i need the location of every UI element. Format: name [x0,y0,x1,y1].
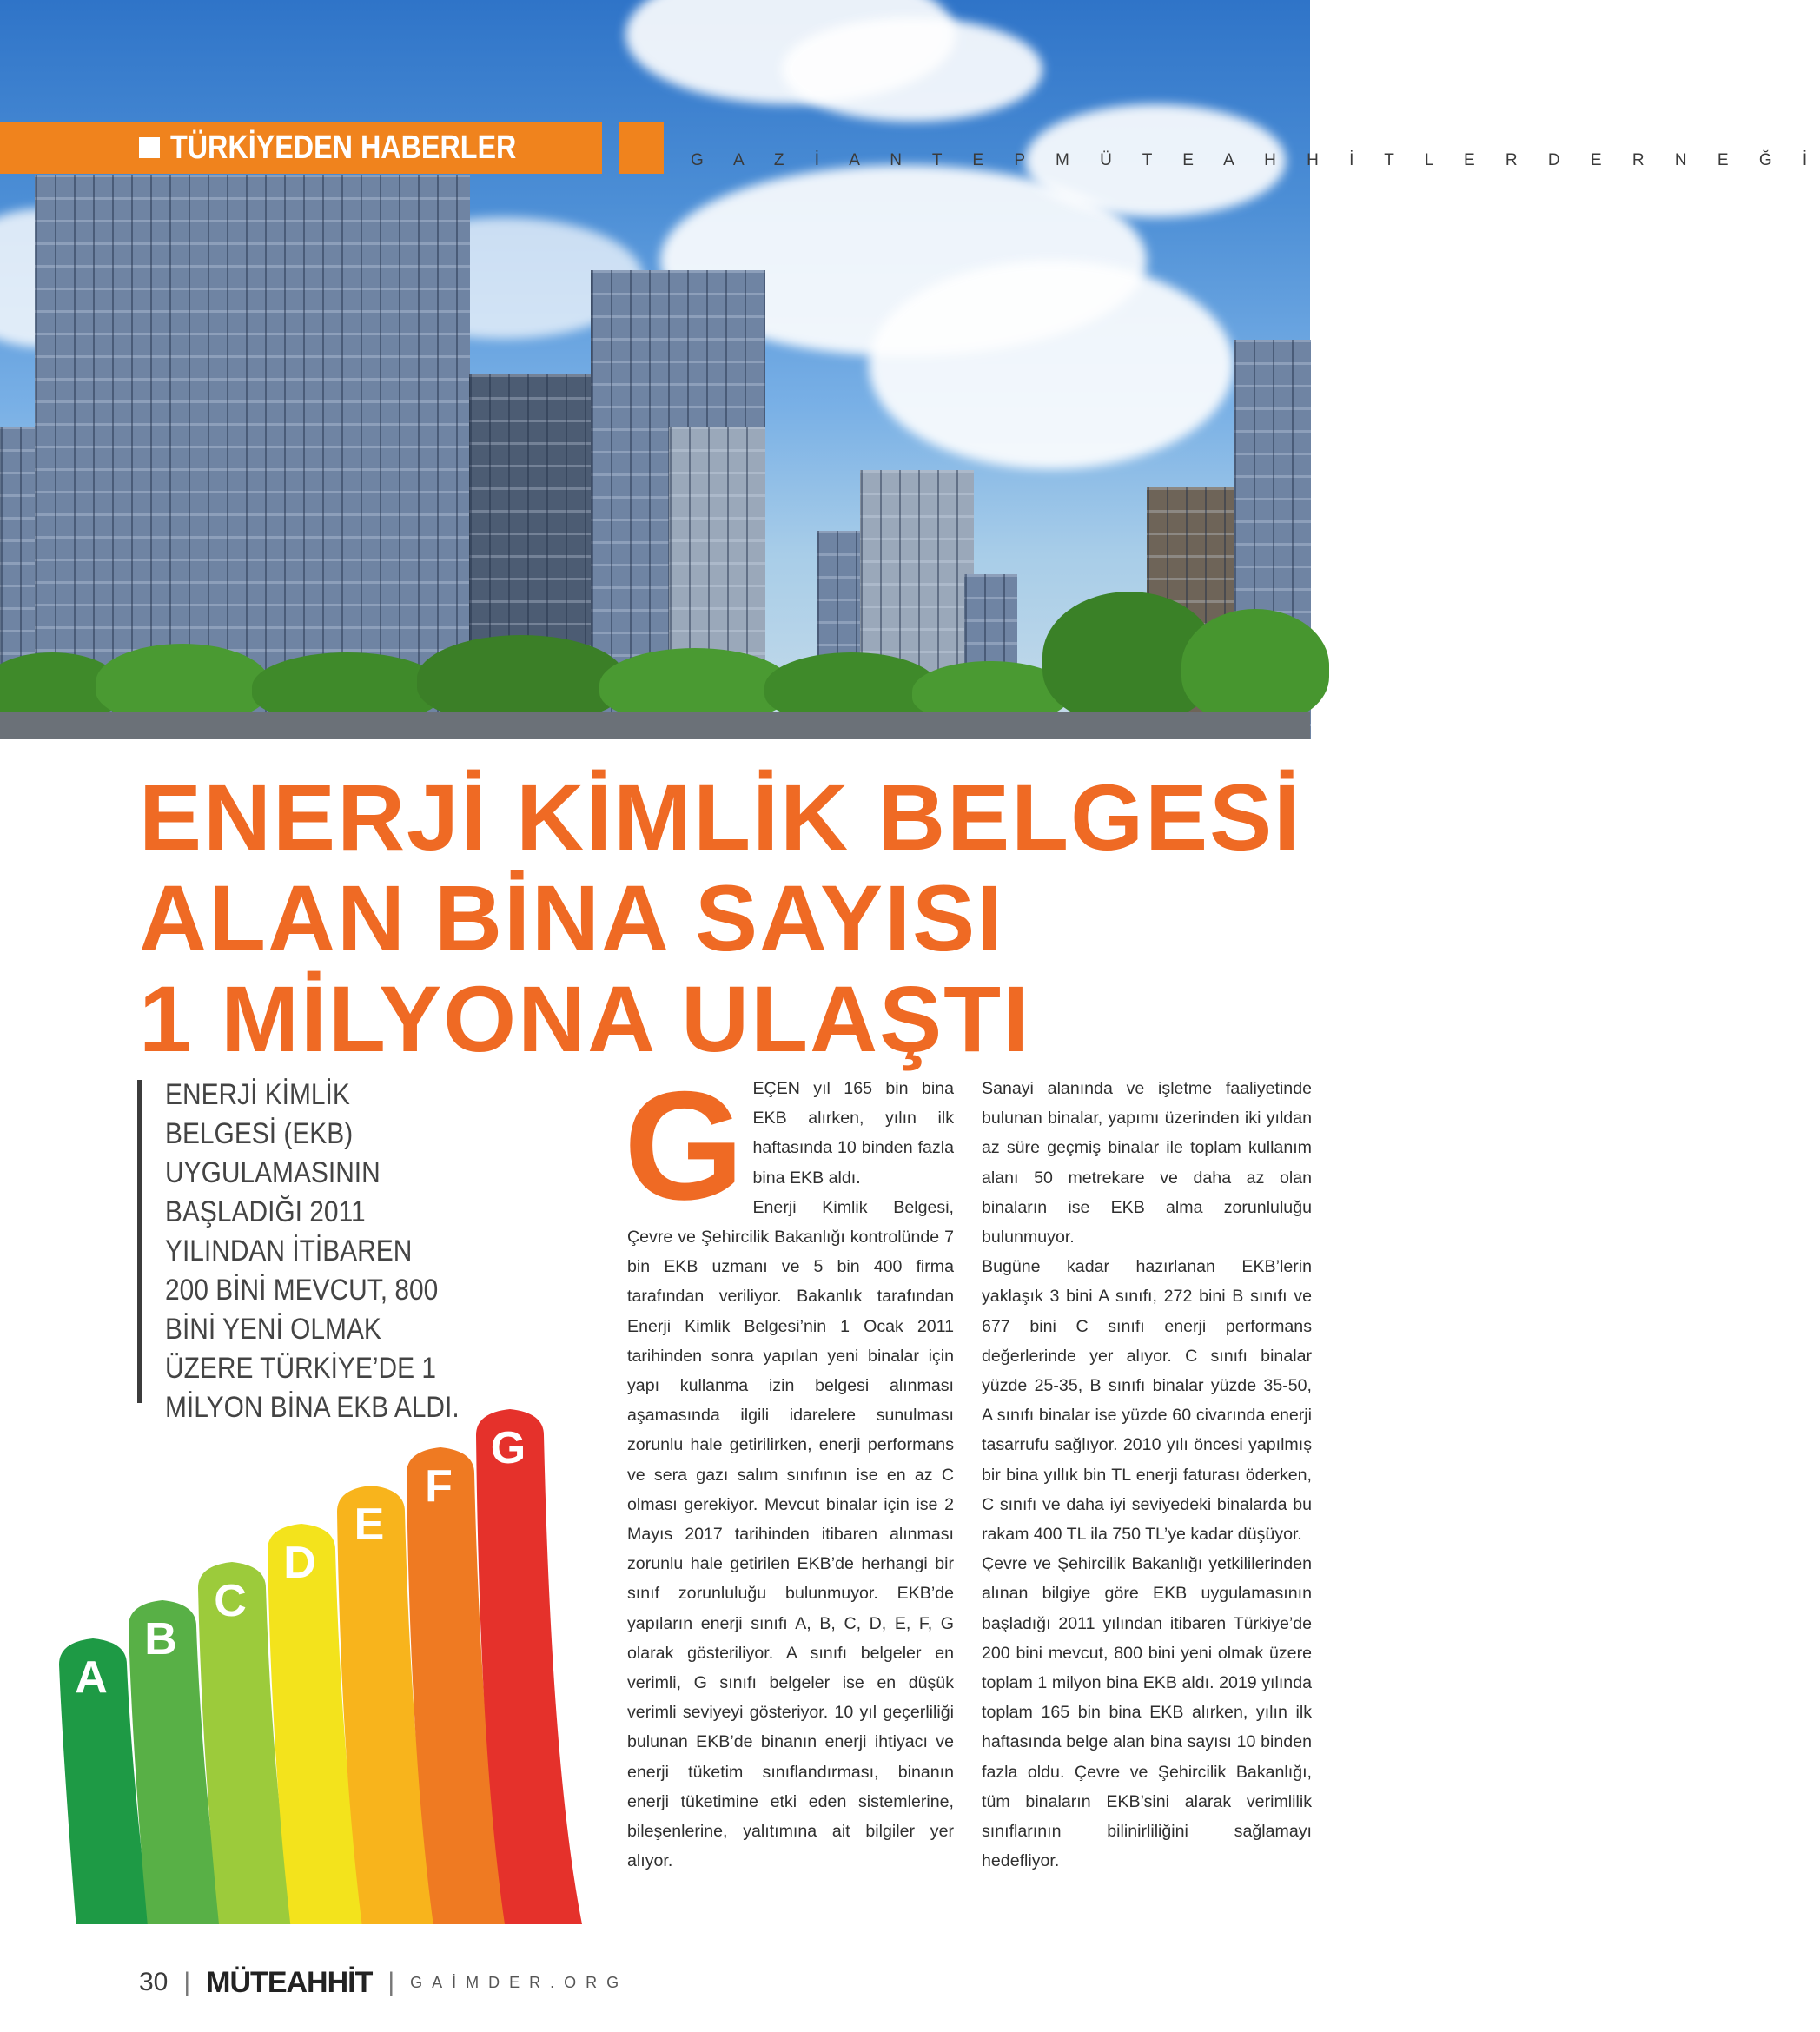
cloud [782,17,1042,122]
energy-label-a: A [75,1652,108,1703]
square-icon [139,137,160,158]
paragraph: Sanayi alanında ve işletme faaliyetinde bulunan binalar, yapımı üzerinden iki yıldan az süre geçmiş binalar ile toplam kullanım alanı 50 metrekare ve daha az olan binaların ise EKB alma zorunluluğu bulunmuyor. [982,1079,1312,1248]
footer [139,1965,628,2000]
paragraph: EÇEN yıl 165 bin bina EKB alırken, yılın ilk haftasında 10 binden fazla bina EKB aldı. [752,1079,954,1188]
brand-logo: MÜTEAHHİT [206,1965,373,1999]
energy-label-e: E [354,1499,385,1550]
paragraph: Enerji Kimlik Belgesi, Çevre ve Şehircilik Bakanlığı kontrolünde 7 bin EKB uzmanı ve 5 bin 400 firma tarafından veriliyor. Bakanlık tarafından Enerji Kimlik Belgesi’nin 1 Ocak 2011 tarihinden sonra yapılan yeni binalar için yapı kullanma izin belgesi alınması aşamasında ilgili idarelere sunulması zorunlu hale getirilirken, enerji performans ve sera gazı salım sınıfının ise en az C olması gerekiyor. Mevcut binalar için ise 2 Mayıs 2017 tarihinden itibaren alınması zorunlu hale getirilen EKB’de herhangi bir sınıf zorunluluğu bulunmuyor. EKB’de yapıların enerji sınıfı A, B, C, D, E, F, G olarak gösteriliyor. A sınıfı belgeler en verimli, G sınıfı belgeler ise en düşük verimli seviyeyi gösteriyor. 10 yıl geçerliliği bulunan EKB’de binanın enerji ihtiyacı ve enerji tüketim sınıflandırması, binanın enerji tüketimine etki eden sistemlerine, bileşenlerine, yalıtımına ait bilgiler yer alıyor. [627,1197,954,1871]
association-name: G A Z İ A N T E P M Ü T E A H H İ T L E R D E R N E Ğ İ [691,151,1820,169]
headline [139,764,1302,1071]
accent-block [619,122,664,174]
headline-line: ALAN BİNA SAYISI [139,865,1005,970]
cloud [869,261,1234,469]
section-label: TÜRKİYEDEN HABERLER [170,129,517,166]
page-number: 30 [139,1968,169,1996]
section-tab [0,122,602,174]
divider: | [183,1968,191,1996]
tree-line [0,592,1310,722]
road [0,712,1310,739]
energy-class-chart [26,1390,591,1929]
hero-photo [0,0,1820,739]
article-column-2 [982,1074,1312,1876]
energy-label-g: G [490,1423,526,1473]
headline-line: 1 MİLYONA ULAŞTI [139,966,1031,1071]
paragraph: Bugüne kadar hazırlanan EKB’lerin yaklaşık 3 bini A sınıfı, 272 bini B sınıfı ve 677 bini C sınıfı enerji performans değerlerinde yer alıyor. C sınıfı binalar yüzde 25-35, B sınıfı binalar yüzde 35-50, A sınıfı binalar ise yüzde 60 civarında enerji tasarrufu sağlıyor. 2010 yılı öncesi yapılmış bir bina yıllık bin TL enerji faturası öderken, C sınıfı ve daha iyi seviyedeki binalarda bu rakam 400 TL ila 750 TL’ye kadar düşüyor. [982,1257,1312,1545]
pullquote: ENERJİ KİMLİK BELGESİ (EKB) UYGULAMASININ BAŞLADIĞI 2011 YILINDAN İTİBAREN 200 BİNİ MEVCUT, 800 BİNİ YENİ OLMAK ÜZERE TÜRKİYE’DE 1 MİLYON BİNA EKB ALDI. [165,1078,460,1424]
energy-label-f: F [425,1461,453,1512]
energy-label-d: D [283,1538,316,1588]
paragraph: Çevre ve Şehircilik Bakanlığı yetkililerinden alınan bilgiye göre EKB uygulamasının başladığı 2011 yılından itibaren Türkiye’de 200 bini mevcut, 800 bini yeni olmak üzere toplam 1 milyon bina EKB aldı. 2019 yılında toplam 165 bin bina EKB alırken, yılın ilk haftasında belge alan bina sayısı 10 binden fazla oldu. Çevre ve Şehircilik Bakanlığı, tüm binaların EKB’sini alarak verimlilik sınıflarının bilinirliliğini sağlamayı hedefliyor. [982,1554,1312,1871]
dropcap: G [624,1059,745,1232]
divider: | [387,1968,395,1996]
pullquote-rule [137,1080,142,1403]
website: GAİMDER.ORG [410,1973,629,1991]
energy-label-b: B [144,1614,177,1665]
energy-label-c: C [214,1576,247,1626]
article-column-1 [624,1059,954,1876]
headline-line: ENERJİ KİMLİK BELGESİ [139,764,1302,870]
